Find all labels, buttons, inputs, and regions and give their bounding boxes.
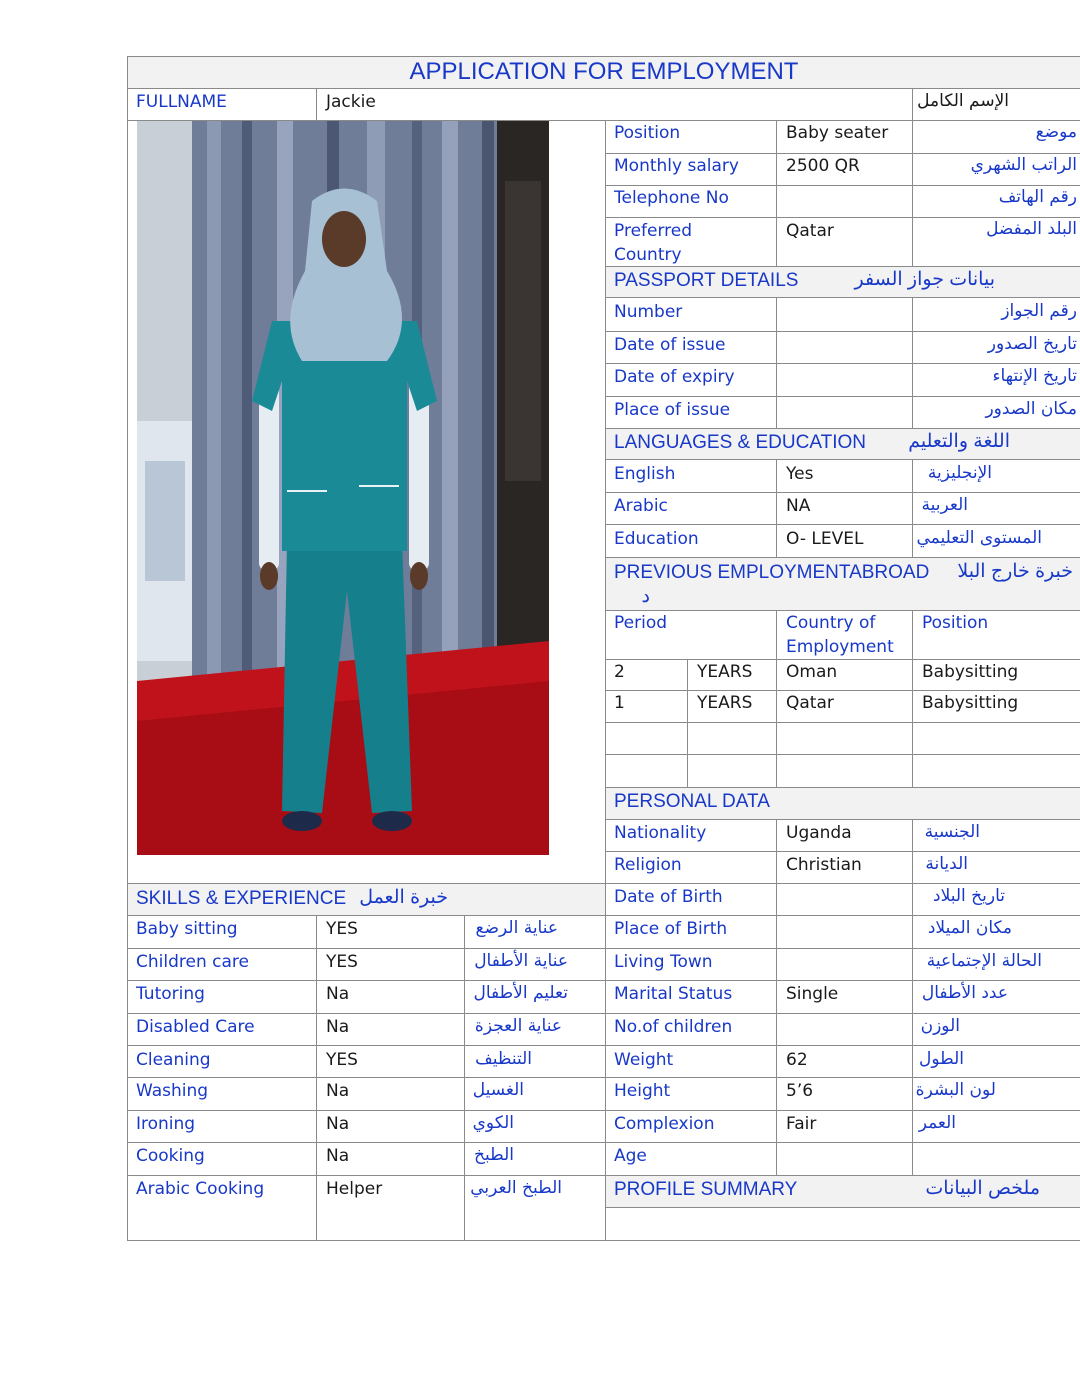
country-label-ar: البلد المفضل: [986, 219, 1077, 239]
skill-label-ar: الطبخ: [474, 1145, 514, 1165]
previous-heading-ar: خبرة خارج البلا: [957, 561, 1073, 582]
marital-label-ar: عدد الأطفال: [921, 983, 1008, 1003]
skill-label: Ironing: [136, 1114, 196, 1134]
col-country: Country of: [786, 613, 876, 633]
passport-expiry-label-ar: تاريخ الإنتهاء: [992, 366, 1077, 386]
skill-value: Na: [326, 984, 350, 1004]
prev-row-2-unit: YEARS: [697, 693, 753, 713]
fullname-label: FULLNAME: [136, 92, 227, 112]
skill-label-ar: تعليم الأطفال: [473, 983, 568, 1003]
skill-label-ar: الكوي: [472, 1113, 514, 1133]
fullname-value: Jackie: [326, 92, 376, 112]
skill-label: Arabic Cooking: [136, 1179, 265, 1199]
marital-label: Marital Status: [614, 984, 733, 1004]
position-value: Baby seater: [786, 123, 889, 143]
prev-row-2-num: 1: [614, 693, 625, 713]
passport-number-label: Number: [614, 302, 683, 322]
education-label-ar: المستوى التعليمي: [916, 528, 1042, 548]
arabic-label-ar: العربية: [921, 495, 968, 515]
arabic-label: Arabic: [614, 496, 668, 516]
passport-heading: PASSPORT DETAILS: [614, 270, 799, 291]
religion-value: Christian: [786, 855, 862, 875]
complexion-label: Complexion: [614, 1114, 715, 1134]
skill-value: Helper: [326, 1179, 383, 1199]
previous-heading-ar-2: د: [641, 586, 650, 607]
dob-label: Date of Birth: [614, 887, 723, 907]
prev-row-1-num: 2: [614, 662, 625, 682]
education-value: O- LEVEL: [786, 529, 864, 549]
arabic-value: NA: [786, 496, 811, 516]
skills-heading: SKILLS & EXPERIENCE: [136, 888, 347, 909]
languages-heading-ar: اللغة والتعليم: [908, 431, 1010, 452]
passport-number-label-ar: رقم الجواز: [1001, 301, 1077, 321]
weight-value: 62: [786, 1050, 808, 1070]
skill-value: Na: [326, 1017, 350, 1037]
salary-value: 2500 QR: [786, 156, 860, 176]
height-label-ar: لون البشرة: [915, 1080, 996, 1100]
country-value: Qatar: [786, 221, 834, 241]
profile-heading-ar: ملخص البيانات: [925, 1178, 1040, 1199]
weight-label: Weight: [614, 1050, 674, 1070]
applicant-photo: [137, 121, 549, 855]
passport-issue-label-ar: تاريخ الصدور: [987, 334, 1077, 354]
passport-heading-ar: بيانات جواز السفر: [854, 269, 995, 290]
prev-row-2-position: Babysitting: [922, 693, 1019, 713]
complexion-value: Fair: [786, 1114, 817, 1134]
height-value: 5’6: [786, 1081, 814, 1101]
page-title: APPLICATION FOR EMPLOYMENT: [409, 58, 799, 85]
country-label-2: Country: [614, 245, 682, 265]
pob-label-ar: مكان الميلاد: [927, 918, 1012, 938]
salary-label-ar: الراتب الشهري: [970, 155, 1077, 175]
skill-value: Na: [326, 1081, 350, 1101]
prev-row-1-position: Babysitting: [922, 662, 1019, 682]
prev-row-1-country: Oman: [786, 662, 838, 682]
profile-heading: PROFILE SUMMARY: [614, 1179, 798, 1200]
skill-value: YES: [326, 1050, 358, 1070]
skill-value: Na: [326, 1146, 350, 1166]
passport-place-label: Place of issue: [614, 400, 731, 420]
living-town-label: Living Town: [614, 952, 713, 972]
skills-heading-ar: خبرة العمل: [359, 887, 448, 908]
english-label-ar: الإنجليزية: [927, 463, 992, 483]
skill-label-ar: عناية العجزة: [474, 1016, 562, 1036]
skill-label-ar: الطبخ العربي: [470, 1178, 562, 1198]
skill-label: Tutoring: [136, 984, 205, 1004]
skill-label-ar: عناية الرضع: [475, 918, 558, 938]
col-period: Period: [614, 613, 668, 633]
nationality-value: Uganda: [786, 823, 852, 843]
prev-row-1-unit: YEARS: [697, 662, 753, 682]
skill-value: YES: [326, 952, 358, 972]
col-position: Position: [922, 613, 989, 633]
position-label: Position: [614, 123, 681, 143]
passport-issue-label: Date of issue: [614, 335, 726, 355]
telephone-label: Telephone No: [614, 188, 729, 208]
complexion-label-ar: العمر: [918, 1113, 956, 1133]
fullname-label-ar: الإسم الكامل: [917, 91, 1009, 111]
skill-label-ar: الغسيل: [472, 1080, 524, 1100]
marital-value: Single: [786, 984, 839, 1004]
children-label-ar: الوزن: [920, 1016, 960, 1036]
country-label: Preferred: [614, 221, 693, 241]
height-label: Height: [614, 1081, 671, 1101]
skill-label: Disabled Care: [136, 1017, 255, 1037]
skill-label: Children care: [136, 952, 249, 972]
col-country-2: Employment: [786, 637, 894, 657]
education-label: Education: [614, 529, 699, 549]
pob-label: Place of Birth: [614, 919, 728, 939]
nationality-label: Nationality: [614, 823, 707, 843]
age-label: Age: [614, 1146, 647, 1166]
previous-heading: PREVIOUS EMPLOYMENTABROAD: [614, 562, 930, 583]
skill-label-ar: عناية الأطفال: [474, 951, 568, 971]
languages-heading: LANGUAGES & EDUCATION: [614, 432, 866, 453]
nationality-label-ar: الجنسية: [924, 822, 980, 842]
passport-expiry-label: Date of expiry: [614, 367, 735, 387]
religion-label-ar: الديانة: [925, 854, 968, 874]
position-label-ar: موضع: [1035, 122, 1077, 142]
passport-place-label-ar: مكان الصدور: [985, 399, 1077, 419]
children-label: No.of children: [614, 1017, 733, 1037]
skill-label: Washing: [136, 1081, 209, 1101]
skill-label: Cleaning: [136, 1050, 211, 1070]
skill-value: Na: [326, 1114, 350, 1134]
personal-heading: PERSONAL DATA: [614, 791, 770, 812]
salary-label: Monthly salary: [614, 156, 739, 176]
skill-label: Baby sitting: [136, 919, 238, 939]
skill-label: Cooking: [136, 1146, 205, 1166]
dob-label-ar: تاريخ البلاد: [933, 886, 1005, 906]
skill-value: YES: [326, 919, 358, 939]
living-town-label-ar: الحالة الإجتماعية: [926, 951, 1042, 971]
skill-label-ar: التنظيف: [475, 1049, 532, 1069]
prev-row-2-country: Qatar: [786, 693, 834, 713]
religion-label: Religion: [614, 855, 682, 875]
english-label: English: [614, 464, 676, 484]
weight-label-ar: الطول: [919, 1049, 964, 1069]
telephone-label-ar: رقم الهاتف: [998, 187, 1077, 207]
english-value: Yes: [786, 464, 814, 484]
